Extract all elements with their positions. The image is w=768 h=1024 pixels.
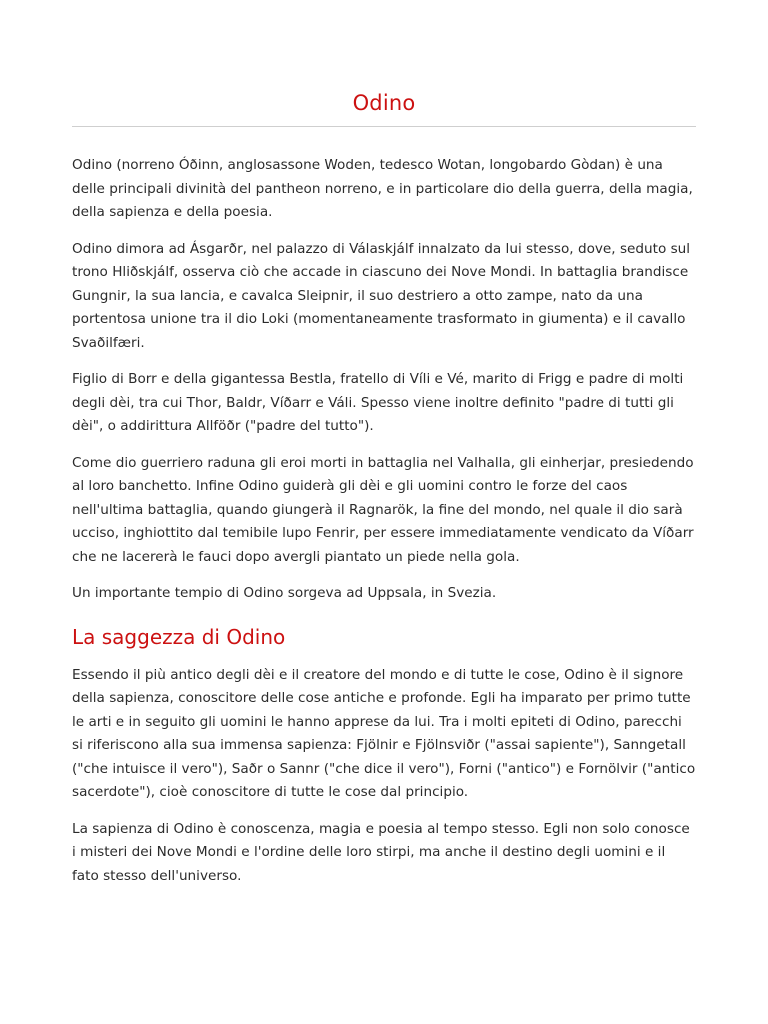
paragraph: La sapienza di Odino è conoscenza, magia e poesia al tempo stesso. Egli non solo conosce i misteri dei Nove Mondi e l'ordine delle loro stirpi, ma anche il destino degli uomini e il fato stesso dell'universo. xyxy=(72,820,690,884)
paragraph: Odino (norreno Óðinn, anglosassone Woden, tedesco Wotan, longobardo Gòdan) è una delle principali divinità del pantheon norreno, e in particolare dio della guerra, della magia, della sapienza e della poesia. xyxy=(72,157,693,220)
page-title: Odino xyxy=(352,91,416,115)
paragraph: Un importante tempio di Odino sorgeva ad Uppsala, in Svezia. xyxy=(72,585,497,601)
paragraph: Come dio guerriero raduna gli eroi morti in battaglia nel Valhalla, gli einherjar, presiedendo al loro banchetto. Infine Odino guiderà gli dèi e gli uomini contro le forze del caos nell'ultima battaglia, quando giungerà il Ragnarök, la fine del mondo, nel quale il dio sarà ucciso, inghiottito dal temibile lupo Fenrir, per essere immediatamente vendicato da Víðarr che ne lacererà le fauci dopo avergli piantato un piede nella gola. xyxy=(72,454,694,565)
intro-section xyxy=(72,154,696,606)
title-divider xyxy=(72,126,696,127)
document-page xyxy=(72,0,696,901)
paragraph: Figlio di Borr e della gigantessa Bestla, fratello di Víli e Vé, marito di Frigg e padre di molti degli dèi, tra cui Thor, Baldr, Víðarr e Váli. Spesso viene inoltre definito "padre di tutti gli dèi", o addirittura Allföðr ("padre del tutto"). xyxy=(72,371,684,434)
paragraph: Odino dimora ad Ásgarðr, nel palazzo di Válaskjálf innalzato da lui stesso, dove, seduto sul trono Hliðskjálf, osserva ciò che accade in ciascuno dei Nove Mondi. In battaglia brandisce Gungnir, la sua lancia, e cavalca Sleipnir, il suo destriero a otto zampe, nato da una portentosa unione tra il dio Loki (momentaneamente trasformato in giumenta) e il cavallo Svaðilfæri. xyxy=(72,240,691,351)
paragraph: Essendo il più antico degli dèi e il creatore del mondo e di tutte le cose, Odino è il signore della sapienza, conoscitore delle cose antiche e profonde. Egli ha imparato per primo tutte le arti e in seguito gli uomini le hanno apprese da lui. Tra i molti epiteti di Odino, parecchi si riferiscono alla sua immensa sapienza: Fjölnir e Fjölnsviðr ("assai sapiente"), Sanngetall ("che intuisce il vero"), Saðr o Sannr ("che dice il vero"), Forni ("antico") e Fornölvir ("antico sacerdote"), cioè conoscitore di tutte le cose dal principio. xyxy=(72,666,696,800)
section-heading: La saggezza di Odino xyxy=(72,624,286,649)
wisdom-section xyxy=(72,620,696,889)
